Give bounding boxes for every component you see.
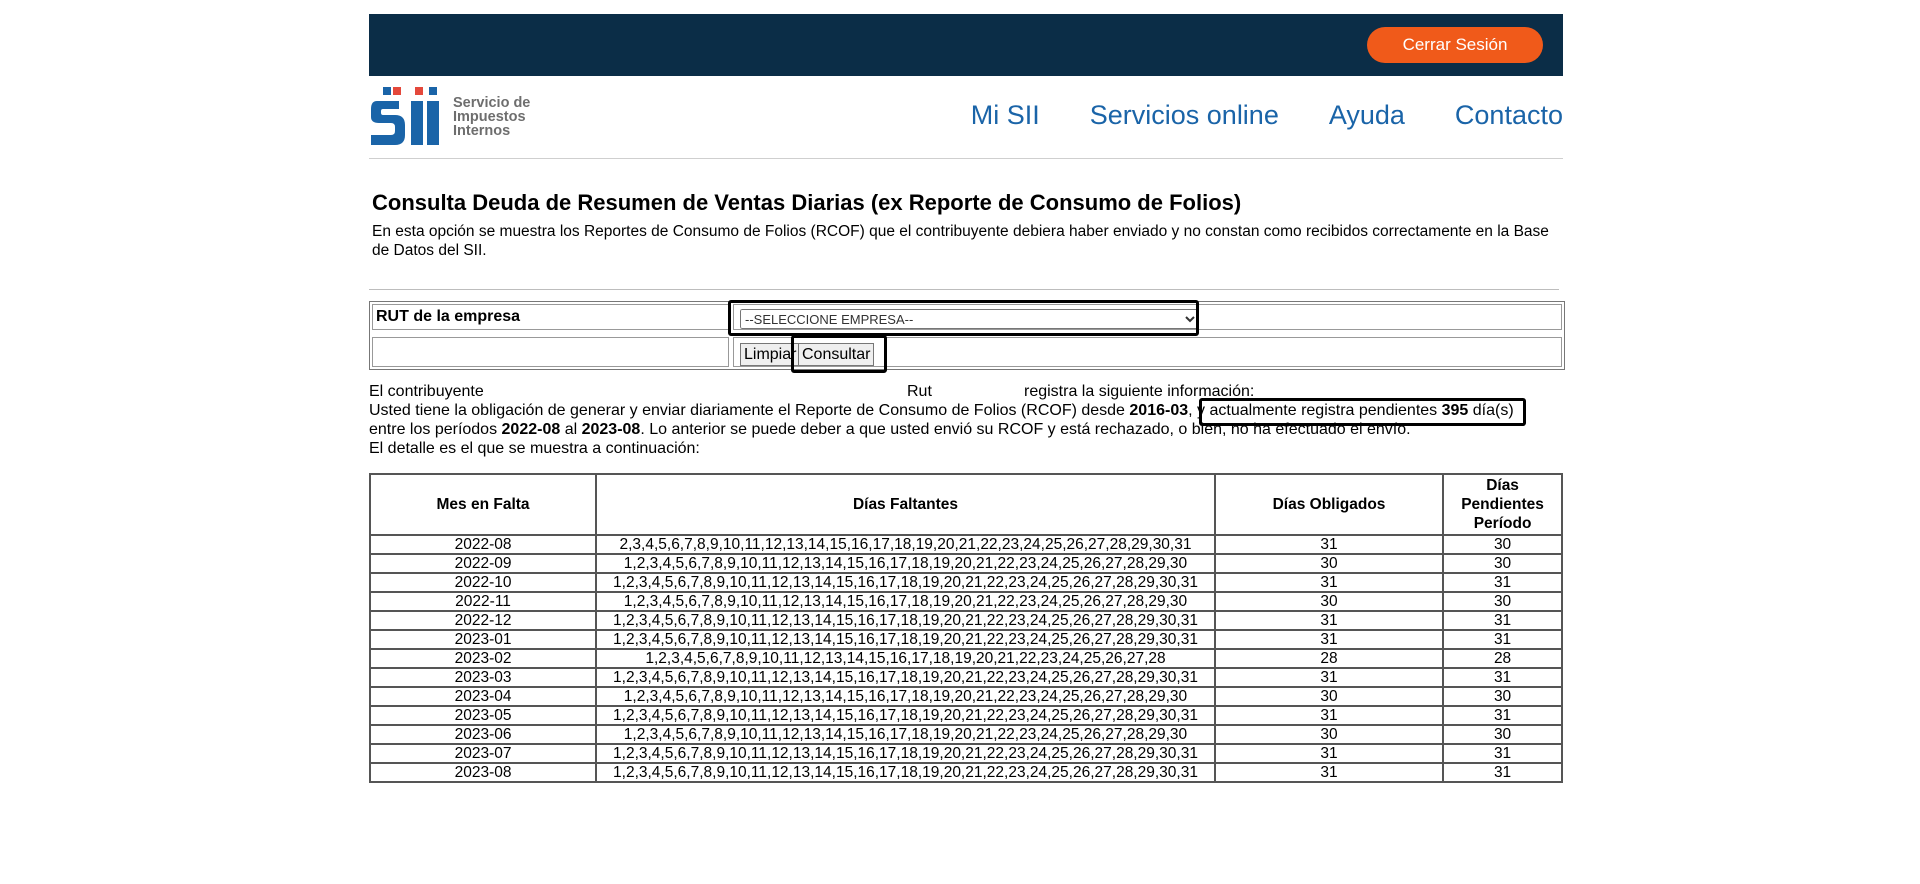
cell-dias-obligados: 31 xyxy=(1215,668,1443,687)
divider xyxy=(369,289,1559,290)
cell-dias-obligados: 31 xyxy=(1215,630,1443,649)
clear-button[interactable]: Limpiar xyxy=(740,343,800,366)
form-row-buttons xyxy=(370,335,1564,369)
cell-mes: 2023-06 xyxy=(370,725,596,744)
col-dias-pendientes: Días Pendientes Período xyxy=(1443,474,1562,535)
periods-label: entre los períodos xyxy=(369,421,502,438)
table-body xyxy=(370,535,1562,782)
nav-contacto[interactable]: Contacto xyxy=(1454,100,1563,130)
table-row xyxy=(370,649,1562,668)
cell-dias-obligados: 31 xyxy=(1215,611,1443,630)
cell-dias-obligados: 30 xyxy=(1215,592,1443,611)
page-title: Consulta Deuda de Resumen de Ventas Diarias (ex Reporte de Consumo de Folios) xyxy=(372,190,1242,215)
cell-mes: 2023-05 xyxy=(370,706,596,725)
col-dias-obligados: Días Obligados xyxy=(1215,474,1443,535)
cell-dias-pendientes: 31 xyxy=(1443,630,1562,649)
cell-dias-faltantes: 1,2,3,4,5,6,7,8,9,10,11,12,13,14,15,16,17,18,19,20,21,22,23,24,25,26,27,28,29,30,31 xyxy=(596,668,1215,687)
cell-dias-pendientes: 31 xyxy=(1443,706,1562,725)
col-mes-en-falta: Mes en Falta xyxy=(370,474,596,535)
nav-ayuda[interactable]: Ayuda xyxy=(1328,100,1405,130)
cell-dias-obligados: 31 xyxy=(1215,535,1443,554)
company-select[interactable] xyxy=(740,309,1199,329)
sii-logo[interactable] xyxy=(369,87,530,147)
pending-unit: día(s) xyxy=(1468,402,1514,419)
cell-mes: 2023-02 xyxy=(370,649,596,668)
rut-select-cell xyxy=(733,304,1562,330)
cell-dias-faltantes: 1,2,3,4,5,6,7,8,9,10,11,12,13,14,15,16,17,18,19,20,21,22,23,24,25,26,27,28,29,30,31 xyxy=(596,611,1215,630)
rut-text: Rut xyxy=(907,383,932,400)
al-text: al xyxy=(560,421,582,438)
obligation-text: Usted tiene la obligación de generar y enviar diariamente el Reporte de Consumo de Folios (RCOF) desde xyxy=(369,402,1130,419)
cell-mes: 2023-07 xyxy=(370,744,596,763)
info-line-2 xyxy=(369,401,1569,420)
info-line-4: El detalle es el que se muestra a continuación: xyxy=(369,440,700,457)
cell-dias-pendientes: 31 xyxy=(1443,611,1562,630)
pending-label: actualmente registra pendientes xyxy=(1209,402,1442,419)
cell-dias-pendientes: 30 xyxy=(1443,725,1562,744)
cell-dias-faltantes: 1,2,3,4,5,6,7,8,9,10,11,12,13,14,15,16,17,18,19,20,21,22,23,24,25,26,27,28,29,30,31 xyxy=(596,763,1215,782)
logout-button[interactable]: Cerrar Sesión xyxy=(1367,27,1543,63)
contribuyente-label: El contribuyente xyxy=(369,383,484,400)
cell-dias-pendientes: 31 xyxy=(1443,763,1562,782)
consultar-button[interactable]: Consultar xyxy=(798,343,874,366)
cell-dias-pendientes: 31 xyxy=(1443,573,1562,592)
cell-dias-obligados: 31 xyxy=(1215,744,1443,763)
cell-mes: 2023-01 xyxy=(370,630,596,649)
cell-mes: 2023-04 xyxy=(370,687,596,706)
buttons-cell xyxy=(733,337,1562,367)
cell-dias-faltantes: 1,2,3,4,5,6,7,8,9,10,11,12,13,14,15,16,17,18,19,20,21,22,23,24,25,26,27,28,29,30,31 xyxy=(596,706,1215,725)
table-header-row xyxy=(370,474,1562,535)
rut-label: RUT de la empresa xyxy=(372,304,729,330)
sii-logo-text xyxy=(453,96,530,138)
result-info xyxy=(369,382,1569,458)
cell-mes: 2022-12 xyxy=(370,611,596,630)
table-row xyxy=(370,611,1562,630)
cell-dias-obligados: 31 xyxy=(1215,763,1443,782)
period-from: 2022-08 xyxy=(501,421,561,438)
cell-dias-obligados: 30 xyxy=(1215,687,1443,706)
rcof-note: . Lo anterior se puede deber a que usted envió su RCOF y está rechazado, o bien, no ha efectuado el envío. xyxy=(640,421,1411,438)
pending-count: 395 xyxy=(1441,402,1469,419)
site-header xyxy=(369,76,1563,159)
page-description: En esta opción se muestra los Reportes de Consumo de Folios (RCOF) que el contribuyente debiera haber enviado y no constan como recibidos correctamente en la Base de Datos del SII. xyxy=(372,223,1549,259)
cell-dias-faltantes: 1,2,3,4,5,6,7,8,9,10,11,12,13,14,15,16,17,18,19,20,21,22,23,24,25,26,27,28,29,30,31 xyxy=(596,630,1215,649)
empty-label-cell xyxy=(372,337,729,367)
table-row xyxy=(370,535,1562,554)
cell-dias-faltantes: 1,2,3,4,5,6,7,8,9,10,11,12,13,14,15,16,17,18,19,20,21,22,23,24,25,26,27,28,29,30,31 xyxy=(596,573,1215,592)
cell-mes: 2022-10 xyxy=(370,573,596,592)
cell-dias-pendientes: 31 xyxy=(1443,668,1562,687)
cell-dias-pendientes: 31 xyxy=(1443,744,1562,763)
page-header xyxy=(369,14,1563,159)
sii-logo-icon xyxy=(369,87,441,147)
cell-mes: 2023-08 xyxy=(370,763,596,782)
table-row xyxy=(370,592,1562,611)
cell-dias-obligados: 30 xyxy=(1215,725,1443,744)
cell-dias-obligados: 31 xyxy=(1215,573,1443,592)
table-row xyxy=(370,687,1562,706)
logo-line-2: Impuestos xyxy=(453,109,526,125)
registra-text: registra la siguiente información: xyxy=(1024,383,1255,400)
main-nav xyxy=(971,100,1563,131)
info-line-1 xyxy=(369,382,1569,401)
cell-mes: 2022-09 xyxy=(370,554,596,573)
cell-mes: 2022-11 xyxy=(370,592,596,611)
table-row xyxy=(370,706,1562,725)
cell-dias-faltantes: 1,2,3,4,5,6,7,8,9,10,11,12,13,14,15,16,17,18,19,20,21,22,23,24,25,26,27,28 xyxy=(596,649,1215,668)
pending-days-table xyxy=(369,473,1563,783)
cell-dias-obligados: 28 xyxy=(1215,649,1443,668)
cell-dias-faltantes: 1,2,3,4,5,6,7,8,9,10,11,12,13,14,15,16,17,18,19,20,21,22,23,24,25,26,27,28,29,30 xyxy=(596,725,1215,744)
query-form xyxy=(369,301,1565,370)
cell-dias-faltantes: 1,2,3,4,5,6,7,8,9,10,11,12,13,14,15,16,17,18,19,20,21,22,23,24,25,26,27,28,29,30 xyxy=(596,554,1215,573)
start-period: 2016-03 xyxy=(1129,402,1189,419)
pending-summary xyxy=(1209,402,1513,419)
cell-dias-pendientes: 30 xyxy=(1443,687,1562,706)
form-row-rut xyxy=(370,302,1564,332)
table-row xyxy=(370,763,1562,782)
logo-line-3: Internos xyxy=(453,123,511,139)
period-to: 2023-08 xyxy=(581,421,641,438)
cell-mes: 2022-08 xyxy=(370,535,596,554)
logo-line-1: Servicio de xyxy=(453,95,531,111)
nav-mi-sii[interactable]: Mi SII xyxy=(970,100,1040,130)
table-row xyxy=(370,630,1562,649)
cell-dias-pendientes: 30 xyxy=(1443,535,1562,554)
cell-dias-pendientes: 30 xyxy=(1443,592,1562,611)
table-row xyxy=(370,725,1562,744)
cell-dias-faltantes: 1,2,3,4,5,6,7,8,9,10,11,12,13,14,15,16,17,18,19,20,21,22,23,24,25,26,27,28,29,30 xyxy=(596,687,1215,706)
table-row xyxy=(370,744,1562,763)
table-row xyxy=(370,573,1562,592)
cell-mes: 2023-03 xyxy=(370,668,596,687)
cell-dias-faltantes: 1,2,3,4,5,6,7,8,9,10,11,12,13,14,15,16,17,18,19,20,21,22,23,24,25,26,27,28,29,30 xyxy=(596,592,1215,611)
cell-dias-faltantes: 1,2,3,4,5,6,7,8,9,10,11,12,13,14,15,16,17,18,19,20,21,22,23,24,25,26,27,28,29,30,31 xyxy=(596,744,1215,763)
info-line-3 xyxy=(369,420,1569,439)
cell-dias-faltantes: 2,3,4,5,6,7,8,9,10,11,12,13,14,15,16,17,18,19,20,21,22,23,24,25,26,27,28,29,30,31 xyxy=(596,535,1215,554)
nav-servicios-online[interactable]: Servicios online xyxy=(1089,100,1279,130)
cell-dias-pendientes: 28 xyxy=(1443,649,1562,668)
col-dias-faltantes: Días Faltantes xyxy=(596,474,1215,535)
connector-text: , y xyxy=(1188,402,1210,419)
cell-dias-pendientes: 30 xyxy=(1443,554,1562,573)
cell-dias-obligados: 30 xyxy=(1215,554,1443,573)
cell-dias-obligados: 31 xyxy=(1215,706,1443,725)
table-row xyxy=(370,668,1562,687)
table-row xyxy=(370,554,1562,573)
top-bar xyxy=(369,14,1563,76)
